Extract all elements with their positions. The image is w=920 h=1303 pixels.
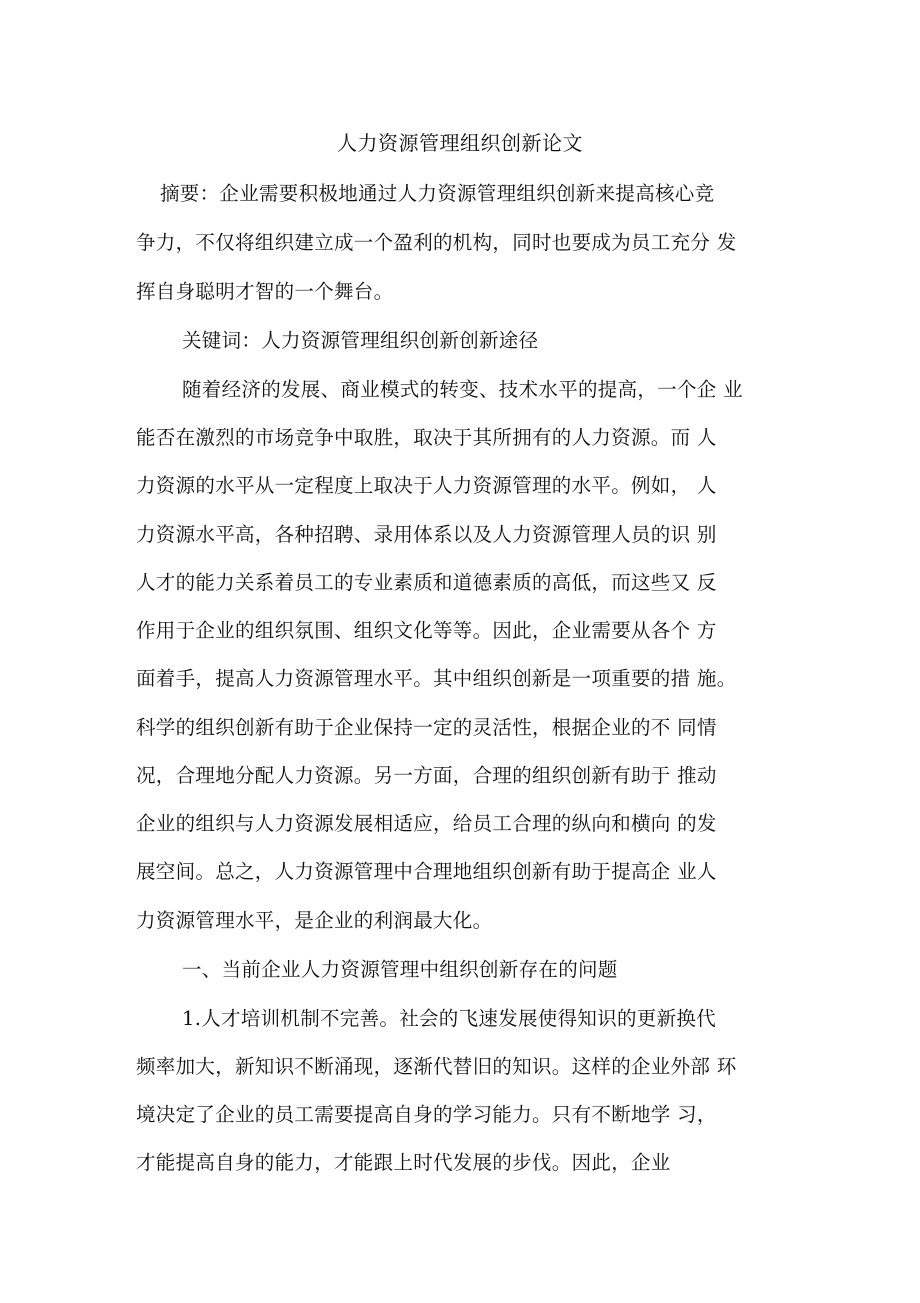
body-line-5: 人才的能力关系着员工的专业素质和道德素质的高低，而这些又 反 — [136, 571, 717, 594]
body-line-10: 企业的组织与人力资源发展相适应，给员工合理的纵向和横向 的发 — [136, 812, 717, 835]
body-line-7: 面着手，提高人力资源管理水平。其中组织创新是一项重要的措 施。 — [136, 667, 737, 690]
body-line-2: 能否在激烈的市场竞争中取胜，取决于其所拥有的人力资源。而 人 — [136, 426, 717, 449]
body-line-11: 展空间。总之，人力资源管理中合理地组织创新有助于提高企 业人 — [136, 860, 717, 883]
body-line-12: 力资源管理水平，是企业的利润最大化。 — [136, 909, 493, 932]
document-title: 人力资源管理组织创新论文 — [337, 131, 583, 155]
keywords-line: 关键词：人力资源管理组织创新创新途径 — [182, 329, 539, 352]
body-line-4: 力资源水平高，各种招聘、录用体系以及人力资源管理人员的识 别 — [136, 523, 717, 546]
abstract-line-2: 争力，不仅将组织建立成一个盈利的机构，同时也要成为员工充分 发 — [136, 231, 737, 254]
body-line-3: 力资源的水平从一定程度上取决于人力资源管理的水平。例如， 人 — [136, 474, 717, 497]
section-line-1: 1.人才培训机制不完善。社会的飞速发展使得知识的更新换代 — [182, 1007, 717, 1030]
section-line-2: 频率加大，新知识不断涌现，逐渐代替旧的知识。这样的企业外部 环 — [136, 1055, 737, 1078]
body-line-1: 随着经济的发展、商业模式的转变、技术水平的提高，一个企 业 — [182, 378, 743, 401]
abstract-line-1: 摘要：企业需要积极地通过人力资源管理组织创新来提高核心竞 — [160, 182, 715, 205]
body-line-6: 作用于企业的组织氛围、组织文化等等。因此，企业需要从各个 方 — [136, 619, 717, 642]
section-line-4: 才能提高自身的能力，才能跟上时代发展的步伐。因此，企业 — [136, 1151, 671, 1174]
abstract-line-3: 挥自身聪明才智的一个舞台。 — [136, 280, 394, 303]
section-heading: 一、当前企业人力资源管理中组织创新存在的问题 — [182, 958, 618, 981]
body-line-9: 况，合理地分配人力资源。另一方面，合理的组织创新有助于 推动 — [136, 764, 717, 787]
body-line-8: 科学的组织创新有助于企业保持一定的灵活性，根据企业的不 同情 — [136, 716, 717, 739]
section-line-3: 境决定了企业的员工需要提高自身的学习能力。只有不断地学 习， — [136, 1103, 717, 1126]
